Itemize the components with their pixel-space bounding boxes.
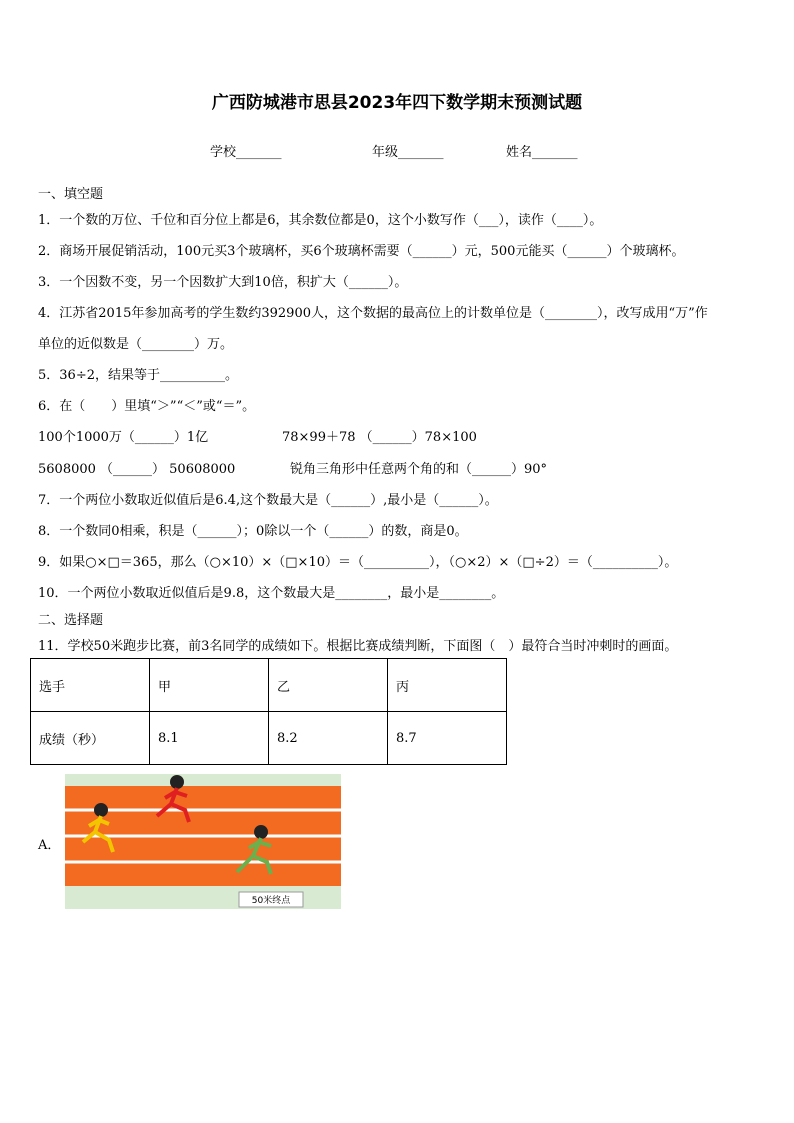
question-6: 6．在（ ）里填“＞”“＜”或“＝”。 [38,399,256,414]
question-4-line1: 4．江苏省2015年参加高考的学生数约392900人，这个数据的最高位上的计数单位是（________），改写成用“万”作 [38,306,708,321]
school-field: 学校_______ [210,145,282,160]
question-4-line2: 单位的近似数是（________）万。 [38,337,234,352]
race-illustration [65,774,341,909]
name-field: 姓名_______ [506,145,578,160]
section-fill-in: 一、填空题 [38,187,104,202]
table-cell: 8.2 [269,712,388,765]
table-cell: 选手 [31,659,150,712]
table-cell: 成绩（秒） [31,712,150,765]
grade-field: 年级_______ [372,145,444,160]
question-6-item-4: 锐角三角形中任意两个角的和（______）90° [290,462,548,477]
table-cell: 8.7 [388,712,507,765]
race-track-image [65,774,341,909]
question-6-item-3: 5608000 （______） 50608000 [38,462,236,477]
results-table [30,658,507,765]
question-6-item-2: 78×99＋78 （______）78×100 [282,430,477,445]
table-row [31,712,507,765]
table-row [31,659,507,712]
table-cell: 8.1 [150,712,269,765]
question-11: 11．学校50米跑步比赛，前3名同学的成绩如下。根据比赛成绩判断，下面图（ ）最符合当时冲刺时的画面。 [38,639,678,654]
option-a-label[interactable]: A． [38,838,61,853]
table-cell: 乙 [269,659,388,712]
question-2: 2．商场开展促销活动，100元买3个玻璃杯，买6个玻璃杯需要（______）元，500元能买（______）个玻璃杯。 [38,244,685,259]
table-cell: 丙 [388,659,507,712]
question-9: 9．如果○×□＝365，那么（○×10）×（□×10）＝（__________），（○×2）×（□÷2）＝（__________）。 [38,555,678,570]
page-title: 广西防城港市思县2023年四下数学期末预测试题 [211,93,583,113]
question-5: 5．36÷2，结果等于__________。 [38,368,238,383]
question-3: 3．一个因数不变，另一个因数扩大到10倍，积扩大（______）。 [38,275,408,290]
section-choice: 二、选择题 [38,613,104,628]
question-7: 7．一个两位小数取近似值后是6.4,这个数最大是（______）,最小是（______）。 [38,493,498,508]
question-8: 8．一个数同0相乘，积是（______）；0除以一个（______）的数，商是0。 [38,524,468,539]
question-6-item-1: 100个1000万（______）1亿 [38,430,209,445]
finish-label: 50米终点 [251,896,291,906]
question-1: 1．一个数的万位、千位和百分位上都是6，其余数位都是0，这个小数写作（___），读作（____）。 [38,213,603,228]
table-cell: 甲 [150,659,269,712]
question-10: 10．一个两位小数取近似值后是9.8，这个数最大是________，最小是________。 [38,586,505,601]
